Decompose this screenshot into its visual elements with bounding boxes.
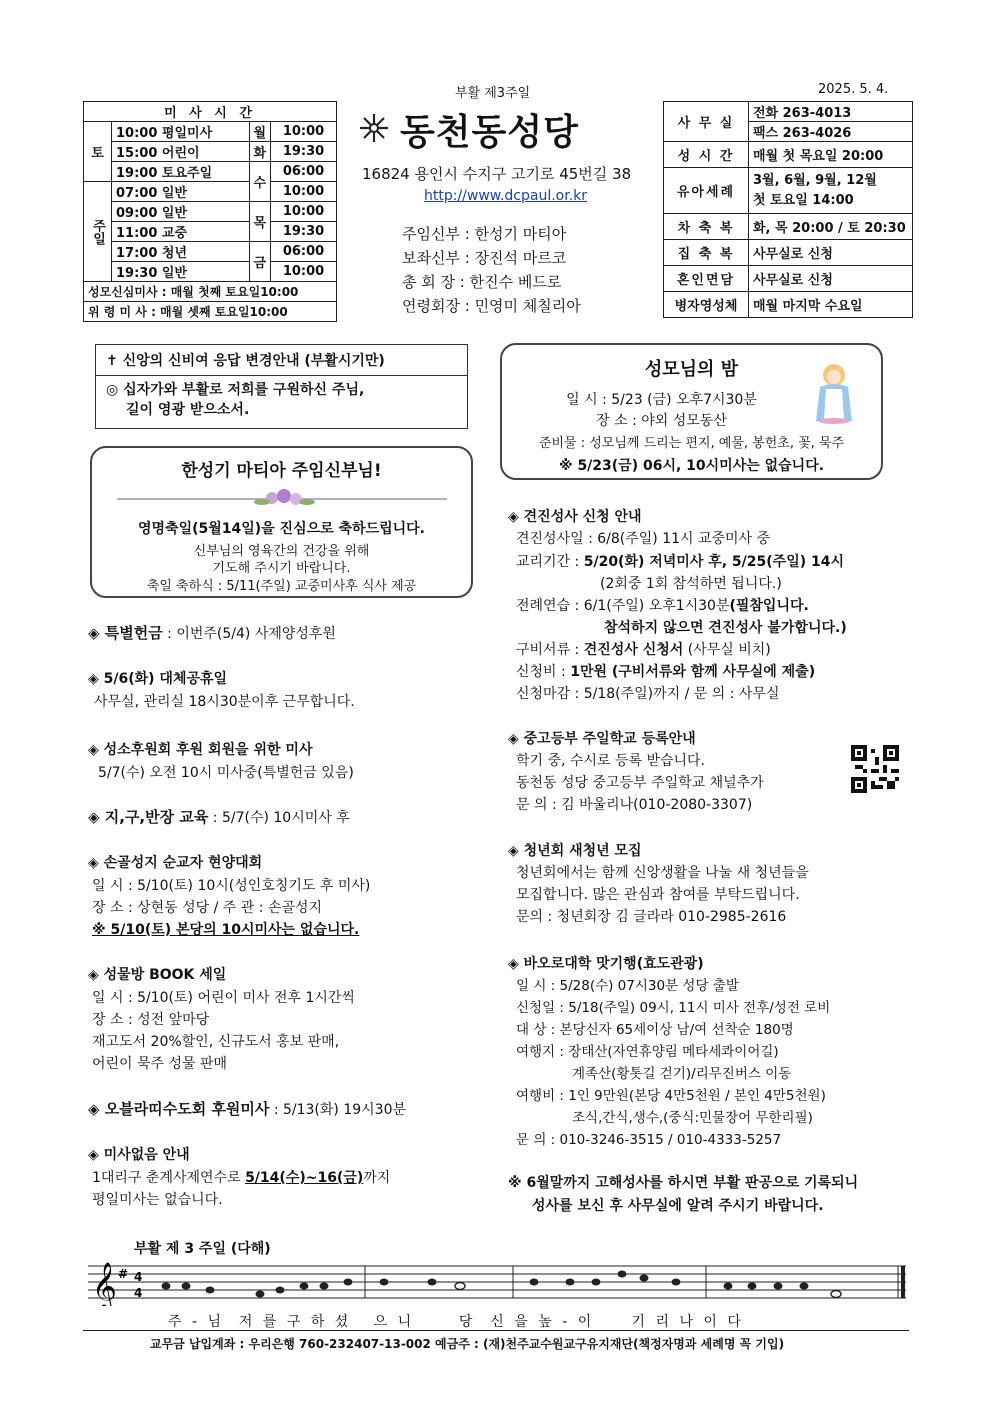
music-staff xyxy=(88,1256,908,1306)
section-trip-title: ◈ 바오로대학 맛기행(효도관광) xyxy=(508,956,704,972)
mary-line: 일 시 : 5/23 (금) 오후7시30분 xyxy=(566,392,757,408)
church-name: 동천동성당 xyxy=(400,112,579,153)
week-label: 부활 제3주일 xyxy=(455,86,531,101)
weekday-time: 19:30 xyxy=(271,142,337,162)
office-value: 매월 첫 목요일 20:00 xyxy=(749,142,913,168)
priest-box xyxy=(90,446,473,598)
weekday-time: 10:00 xyxy=(271,202,337,222)
section-oblate: ◈ 오블라띠수도회 후원미사 : 5/13(화) 19시30분 xyxy=(88,1100,407,1118)
mass-row: 15:00 어린이 xyxy=(112,142,250,162)
office-label: 차 축 복 xyxy=(664,214,749,240)
section-songol-line: ※ 5/10(토) 본당의 10시미사는 없습니다. xyxy=(92,922,360,938)
footer-rule xyxy=(83,1330,909,1331)
section-no-mass-line: 평일미사는 없습니다. xyxy=(92,1192,223,1208)
mary-statue-icon xyxy=(812,363,856,425)
youth-school-line: 문 의 : 김 바울리나(010-2080-3307) xyxy=(516,797,753,813)
date-label: 2025. 5. 4. xyxy=(818,82,889,97)
section-songol-title: ◈ 손골성지 순교자 현양대회 xyxy=(88,855,263,871)
mass-row: 17:00 청년 xyxy=(112,242,250,262)
priest-line: 영명축일(5월14일)을 진심으로 축하드립니다. xyxy=(138,521,425,537)
section-book-line: 재고도서 20%할인, 신규도서 홍보 판매, xyxy=(92,1034,340,1050)
mass-row: 09:00 일반 xyxy=(112,202,250,222)
trip-line: 조식,간식,생수,(중식:민물장어 무한리필) xyxy=(572,1110,813,1126)
church-address: 16824 용인시 수지구 고기로 45번길 38 xyxy=(362,165,632,183)
weekday: 금 xyxy=(249,242,271,282)
priest-line: 축일 축하식 : 5/11(주일) 교중미사후 식사 제공 xyxy=(146,579,417,594)
weekday: 수 xyxy=(249,162,271,202)
mass-schedule xyxy=(83,101,337,322)
weekday: 목 xyxy=(249,202,271,242)
young-adult-line: 문의 : 청년회장 김 글라라 010-2985-2616 xyxy=(516,909,787,925)
svg-text:#: # xyxy=(118,1267,129,1281)
notice-line: 길이 영광 받으소서. xyxy=(126,402,250,418)
notice-line: ◎ 십자가와 부활로 저희를 구원하신 주님, xyxy=(106,382,365,398)
staff-row: 보좌신부 : 장진석 마르코 xyxy=(402,249,567,267)
confirmation-line: (2회중 1회 참석하면 됩니다.) xyxy=(600,576,782,592)
flower-divider xyxy=(112,486,452,512)
sat-label: 토 xyxy=(84,122,112,182)
section-book-line: 장 소 : 성전 앞마당 xyxy=(92,1012,210,1028)
young-adult-line: 청년회에서는 함께 신앙생활을 나눌 새 청년들을 xyxy=(516,865,809,881)
office-value: 매월 마지막 수요일 xyxy=(749,292,913,318)
section-songol-line: 일 시 : 5/10(토) 10시(성인호칭기도 후 미사) xyxy=(92,878,371,894)
trip-line: 일 시 : 5/28(수) 07시30분 성당 출발 xyxy=(516,978,739,994)
mass-footer-2: 위 령 미 사 : 매월 셋째 토요일10:00 xyxy=(84,302,337,322)
notice-title: ✝ 신앙의 신비여 응답 변경안내 (부활시기만) xyxy=(96,345,467,376)
confirmation-line: 교리기간 : 5/20(화) 저녁미사 후, 5/25(주일) 14시 xyxy=(516,554,844,570)
weekday-time: 10:00 xyxy=(271,122,337,142)
section-holiday-title: ◈ 5/6(화) 대체공휴일 xyxy=(88,671,228,687)
office-label: 성 시 간 xyxy=(664,142,749,168)
office-value: 팩스 263-4026 xyxy=(749,122,913,142)
section-special-offering: ◈ 특별헌금 : 이번주(5/4) 사제양성후원 xyxy=(88,624,336,642)
trip-line: 문 의 : 010-3246-3515 / 010-4333-5257 xyxy=(516,1132,782,1148)
trip-line: 신청일 : 5/18(주일) 09시, 11시 미사 전후/성전 로비 xyxy=(516,1000,831,1016)
mary-line: ※ 5/23(금) 06시, 10시미사는 없습니다. xyxy=(558,458,825,474)
section-book-line: 일 시 : 5/10(토) 어린이 미사 전후 1시간씩 xyxy=(92,990,355,1006)
svg-text:4: 4 xyxy=(134,1270,143,1284)
confirmation-line: 신청비 : 1만원 (구비서류와 함께 사무실에 제출) xyxy=(516,664,816,680)
notice-box xyxy=(95,344,468,429)
weekday-time: 06:00 xyxy=(271,162,337,182)
mary-line: 장 소 : 야외 성모동산 xyxy=(596,413,727,429)
section-no-mass-title: ◈ 미사없음 안내 xyxy=(88,1147,190,1163)
mass-row: 19:30 일반 xyxy=(112,262,250,282)
confirmation-line: 참석하지 않으면 견진성사 불가합니다.) xyxy=(604,620,847,636)
office-value: 3월, 6월, 9월, 12월 xyxy=(753,172,877,188)
section-vocation-title: ◈ 성소후원회 후원 회원을 위한 미사 xyxy=(88,742,313,758)
section-young-adult-title: ◈ 청년회 새청년 모집 xyxy=(508,843,642,859)
sun-label: 주일 xyxy=(84,182,112,282)
mary-title: 성모님의 밤 xyxy=(644,359,739,380)
weekday-time: 19:30 xyxy=(271,222,337,242)
staff-list xyxy=(402,222,581,318)
section-book-title: ◈ 성물방 BOOK 세일 xyxy=(88,967,227,983)
mary-line: 준비물 : 성모님께 드리는 편지, 예물, 봉헌초, 꽃, 묵주 xyxy=(538,436,845,451)
section-confirmation-title: ◈ 견진성사 신청 안내 xyxy=(508,509,642,525)
office-value: 사무실로 신청 xyxy=(749,240,913,266)
trip-line: 대 상 : 본당신자 65세이상 남/여 선착순 180명 xyxy=(516,1022,794,1038)
svg-text:𝄞: 𝄞 xyxy=(92,1261,117,1306)
church-url[interactable]: http://www.dcpaul.or.kr xyxy=(424,188,588,204)
office-label: 유아세례 xyxy=(664,168,749,214)
youth-school-line: 학기 중, 수시로 등록 받습니다. xyxy=(516,753,705,769)
mass-footer-1: 성모신심미사 : 매월 첫째 토요일10:00 xyxy=(84,282,337,302)
office-label: 혼인면담 xyxy=(664,266,749,292)
section-book-line: 어린이 묵주 성물 판매 xyxy=(92,1056,228,1072)
staff-row: 연령회장 : 민영미 체칠리아 xyxy=(402,297,581,315)
priest-line: 신부님의 영육간의 건강을 위해 xyxy=(193,544,370,559)
confirmation-line: 신청마감 : 5/18(주일)까지 / 문 의 : 사무실 xyxy=(516,686,780,702)
cross-icon xyxy=(358,112,390,144)
office-value: 사무실로 신청 xyxy=(749,266,913,292)
office-value: 첫 토요일 14:00 xyxy=(753,192,854,208)
office-label: 집 축 복 xyxy=(664,240,749,266)
weekday-time: 06:00 xyxy=(271,242,337,262)
weekday-time: 10:00 xyxy=(271,262,337,282)
confirmation-line: 견진성사일 : 6/8(주일) 11시 교중미사 중 xyxy=(516,531,771,547)
section-vocation-line: 5/7(수) 오전 10시 미사중(특별헌금 있음) xyxy=(98,765,354,781)
staff-row: 총 회 장 : 한진수 베드로 xyxy=(402,273,562,291)
staff-row: 주임신부 : 한성기 마티아 xyxy=(402,225,567,243)
confession-notice: ※ 6월말까지 고해성사를 하시면 부활 판공으로 기록되니 xyxy=(508,1175,859,1191)
mass-row: 19:00 토요주일 xyxy=(112,162,250,182)
trip-line: 계족산(황톳길 걷기)/리무진버스 이동 xyxy=(572,1066,792,1082)
mass-title: 미 사 시 간 xyxy=(84,102,337,122)
section-youth-school-title: ◈ 중고등부 주일학교 등록안내 xyxy=(508,731,696,747)
qr-code-icon[interactable] xyxy=(851,745,899,793)
confession-notice: 성사를 보신 후 사무실에 알려 주시기 바랍니다. xyxy=(532,1198,824,1214)
trip-line: 여행비 : 1인 9만원(본당 4만5천원 / 본인 4만5천원) xyxy=(516,1088,826,1104)
young-adult-line: 모집합니다. 많은 관심과 참여를 부탁드립니다. xyxy=(516,887,800,903)
section-education: ◈ 지,구,반장 교육 : 5/7(수) 10시미사 후 xyxy=(88,808,350,826)
trip-line: 여행지 : 장태산(자연휴양림 메타세콰이어길) xyxy=(516,1044,779,1060)
office-label: 병자영성체 xyxy=(664,292,749,318)
svg-text:4: 4 xyxy=(134,1286,143,1300)
office-value: 화, 목 20:00 / 토 20:30 xyxy=(749,214,913,240)
mass-row: 07:00 일반 xyxy=(112,182,250,202)
confirmation-line: 전례연습 : 6/1(주일) 오후1시30분(필참입니다. xyxy=(516,598,809,614)
section-songol-line: 장 소 : 상현동 성당 / 주 관 : 손골성지 xyxy=(92,900,323,916)
footer-account: 교무금 납입계좌 : 우리은행 760-232407-13-002 예금주 : (재)천주교수원교구유지재단(책정자명과 세례명 꼭 기입) xyxy=(150,1337,785,1351)
mass-row: 10:00 평일미사 xyxy=(112,122,250,142)
office-label: 사 무 실 xyxy=(664,102,749,142)
priest-line: 기도해 주시기 바랍니다. xyxy=(212,561,351,576)
music-lyrics: 주 - 님 저 를 구 하 셨 으 니 당 신 을 높 - 이 기 리 나 이 다 xyxy=(168,1314,744,1330)
weekday-time: 10:00 xyxy=(271,182,337,202)
weekday: 화 xyxy=(249,142,271,162)
office-value: 전화 263-4013 xyxy=(749,102,913,122)
weekday: 월 xyxy=(249,122,271,142)
confirmation-line: 구비서류 : 견진성사 신청서 (사무실 비치) xyxy=(516,642,771,658)
youth-school-line: 동천동 성당 중고등부 주일학교 채널추가 xyxy=(516,775,764,791)
office-info xyxy=(663,101,913,318)
priest-title: 한성기 마티아 주임신부님! xyxy=(181,461,382,481)
music-title: 부활 제 3 주일 (다해) xyxy=(134,1241,271,1257)
section-holiday-line: 사무실, 관리실 18시30분이후 근무합니다. xyxy=(94,694,355,710)
mary-box xyxy=(500,343,883,480)
mass-row: 11:00 교중 xyxy=(112,222,250,242)
section-no-mass-line: 1대리구 춘계사제연수로 5/14(수)~16(금)까지 xyxy=(92,1170,391,1186)
